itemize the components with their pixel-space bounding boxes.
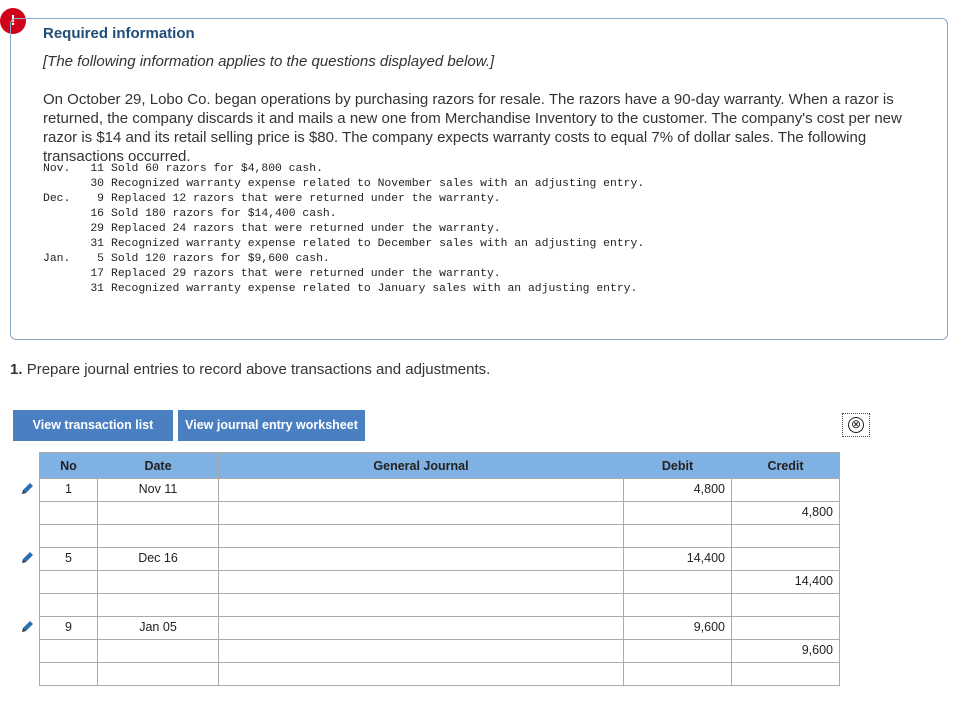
transaction-row xyxy=(43,252,644,267)
transaction-day: 5 xyxy=(97,253,104,265)
credit-cell[interactable]: 4,800 xyxy=(732,502,840,525)
credit-cell[interactable]: 14,400 xyxy=(732,571,840,594)
table-row xyxy=(40,617,840,640)
view-journal-worksheet-button[interactable]: View journal entry worksheet xyxy=(178,410,365,441)
transaction-row xyxy=(43,207,644,222)
header-credit: Credit xyxy=(732,453,840,479)
transaction-day: 11 xyxy=(90,163,104,175)
account-cell[interactable] xyxy=(219,479,624,502)
transaction-month: Jan. xyxy=(43,253,71,265)
transaction-text: Recognized warranty expense related to November sales with an adjusting entry. xyxy=(111,178,645,190)
table-row xyxy=(40,502,840,525)
close-icon: ⊗ xyxy=(848,417,864,433)
transaction-text: Recognized warranty expense related to January sales with an adjusting entry. xyxy=(111,283,638,295)
info-paragraph: On October 29, Lobo Co. began operations by purchasing razors for resale. The razors have a 90-day warranty. When a razor is returned, the company discards it and mails a new one from Merchandise Inventory to the customer. The company's cost per new razor is $14 and its retail selling price is $80. The company expects warranty costs to equal 7% of dollar sales. The following transactions occurred. xyxy=(43,91,902,165)
transaction-day: 9 xyxy=(97,193,104,205)
account-cell[interactable] xyxy=(219,502,624,525)
header-no: No xyxy=(40,453,98,479)
entry-no: 9 xyxy=(40,617,98,640)
debit-cell[interactable] xyxy=(624,640,732,663)
pencil-icon[interactable] xyxy=(18,480,36,498)
alert-icon: ! xyxy=(0,8,26,34)
debit-cell[interactable]: 14,400 xyxy=(624,548,732,571)
transaction-row xyxy=(43,192,644,207)
header-date: Date xyxy=(98,453,219,479)
close-button[interactable] xyxy=(842,413,870,437)
header-general-journal: General Journal xyxy=(219,453,624,479)
table-row xyxy=(40,479,840,502)
transaction-day: 29 xyxy=(90,223,104,235)
transaction-day: 31 xyxy=(90,283,104,295)
entry-date: Dec 16 xyxy=(98,548,219,571)
transaction-row xyxy=(43,267,644,282)
header-debit: Debit xyxy=(624,453,732,479)
view-transaction-list-button[interactable]: View transaction list xyxy=(13,410,173,441)
transaction-row xyxy=(43,162,644,177)
entry-date: Nov 11 xyxy=(98,479,219,502)
account-cell[interactable] xyxy=(219,617,624,640)
debit-cell[interactable]: 9,600 xyxy=(624,617,732,640)
transaction-text: Sold 60 razors for $4,800 cash. xyxy=(111,163,323,175)
entry-no: 5 xyxy=(40,548,98,571)
debit-cell[interactable]: 4,800 xyxy=(624,479,732,502)
transaction-text: Replaced 24 razors that were returned under the warranty. xyxy=(111,223,501,235)
transaction-text: Sold 120 razors for $9,600 cash. xyxy=(111,253,330,265)
transaction-row xyxy=(43,177,644,192)
credit-cell[interactable] xyxy=(732,479,840,502)
account-cell[interactable] xyxy=(219,571,624,594)
transaction-day: 16 xyxy=(90,208,104,220)
transaction-text: Recognized warranty expense related to December sales with an adjusting entry. xyxy=(111,238,645,250)
transaction-text: Sold 180 razors for $14,400 cash. xyxy=(111,208,337,220)
table-row xyxy=(40,548,840,571)
table-row xyxy=(40,571,840,594)
entry-no: 1 xyxy=(40,479,98,502)
transaction-day: 30 xyxy=(90,178,104,190)
pencil-icon[interactable] xyxy=(18,549,36,567)
question-prompt xyxy=(10,361,490,378)
transaction-day: 17 xyxy=(90,268,104,280)
debit-cell[interactable] xyxy=(624,571,732,594)
debit-cell[interactable] xyxy=(624,502,732,525)
general-journal-table xyxy=(39,452,840,686)
table-row xyxy=(40,663,840,686)
credit-cell[interactable]: 9,600 xyxy=(732,640,840,663)
credit-cell[interactable] xyxy=(732,548,840,571)
account-cell[interactable] xyxy=(219,640,624,663)
credit-cell[interactable] xyxy=(732,617,840,640)
transaction-row xyxy=(43,282,644,297)
transaction-month: Dec. xyxy=(43,193,71,205)
transaction-text: Replaced 29 razors that were returned under the warranty. xyxy=(111,268,501,280)
transaction-text: Replaced 12 razors that were returned under the warranty. xyxy=(111,193,501,205)
question-text: Prepare journal entries to record above transactions and adjustments. xyxy=(26,361,491,378)
entry-date: Jan 05 xyxy=(98,617,219,640)
transaction-month: Nov. xyxy=(43,163,71,175)
table-row xyxy=(40,594,840,617)
info-title: Required information xyxy=(43,25,195,42)
pencil-icon[interactable] xyxy=(18,618,36,636)
info-subtitle: [The following information applies to the questions displayed below.] xyxy=(43,53,495,70)
transaction-list xyxy=(43,162,644,297)
transaction-row xyxy=(43,237,644,252)
transaction-row xyxy=(43,222,644,237)
table-row xyxy=(40,525,840,548)
account-cell[interactable] xyxy=(219,548,624,571)
question-number: 1. xyxy=(10,361,23,378)
transaction-day: 31 xyxy=(90,238,104,250)
table-row xyxy=(40,640,840,663)
